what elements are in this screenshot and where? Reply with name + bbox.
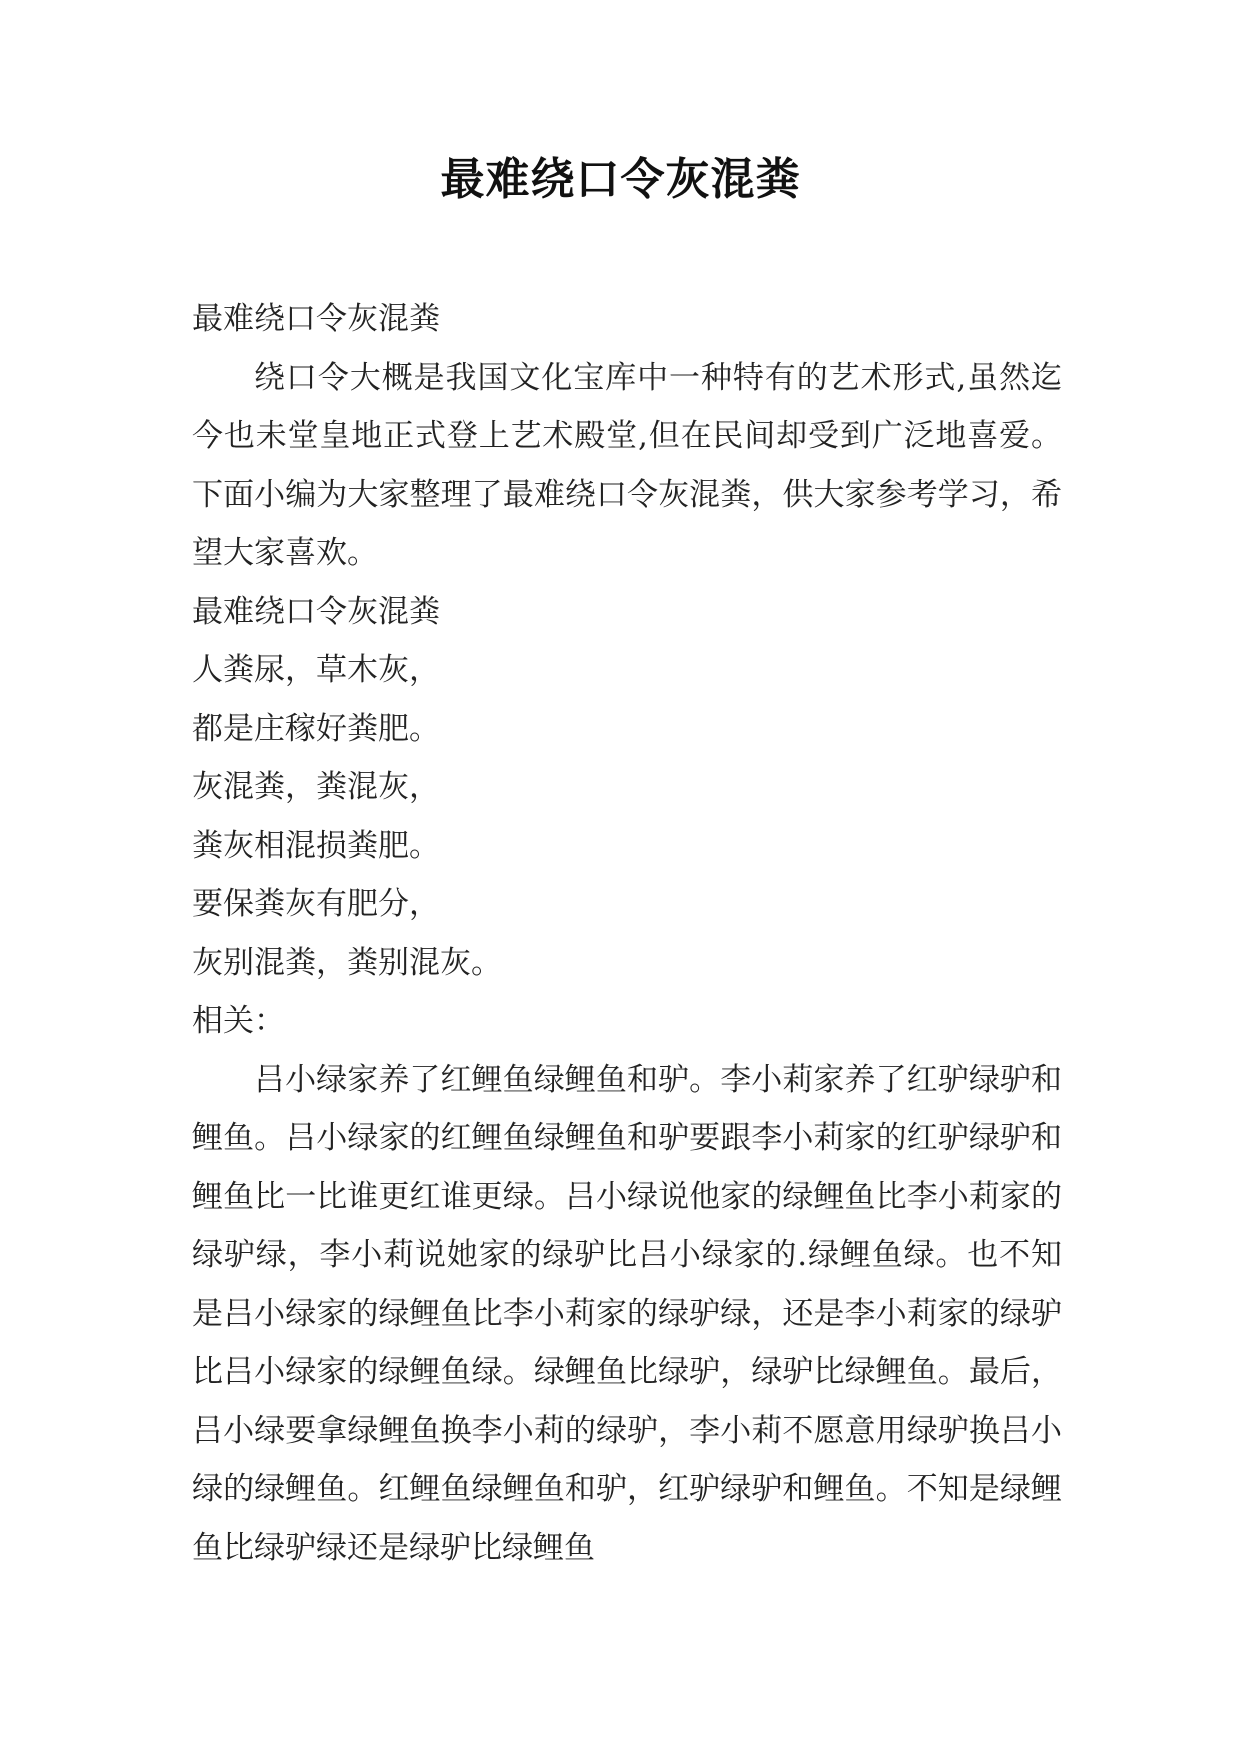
- poem-line: 灰混粪，粪混灰，: [192, 769, 440, 805]
- related-paragraph: 吕小绿家养了红鲤鱼绿鲤鱼和驴。李小莉家养了红驴绿驴和鲤鱼。吕小绿家的红鲤鱼绿鲤鱼和驴要跟李小莉家的红驴绿驴和鲤鱼比一比谁更红谁更绿。吕小绿说他家的绿鲤鱼比李小莉家的绿驴绿，李小莉说她家的绿驴比吕小绿家的.绿鲤鱼绿。也不知是吕小绿家的绿鲤鱼比李小莉家的绿驴绿，还是李小莉家的绿驴比吕小绿家的绿鲤鱼绿。绿鲤鱼比绿驴，绿驴比绿鲤鱼。最后，吕小绿要拿绿鲤鱼换李小莉的绿驴，李小莉不愿意用绿驴换吕小绿的绿鲤鱼。红鲤鱼绿鲤鱼和驴，红驴绿驴和鲤鱼。不知是绿鲤鱼比绿驴绿还是绿驴比绿鲤鱼: [192, 1061, 1062, 1566]
- subtitle-line: 最难绕口令灰混粪: [192, 301, 440, 337]
- related-label: 相关：: [192, 1003, 285, 1039]
- poem-line: 人粪尿，草木灰，: [192, 652, 440, 688]
- poem-line: 要保粪灰有肥分，: [192, 886, 440, 922]
- intro-paragraph: 绕口令大概是我国文化宝库中一种特有的艺术形式,虽然迄今也未堂皇地正式登上艺术殿堂,但在民间却受到广泛地喜爱。下面小编为大家整理了最难绕口令灰混粪，供大家参考学习，希望大家喜欢。: [192, 359, 1062, 571]
- poem-line: 都是庄稼好粪肥。: [192, 710, 440, 747]
- poem-title: 最难绕口令灰混粪: [192, 593, 440, 630]
- document-body: [192, 290, 1062, 1577]
- document-title: 最难绕口令灰混粪: [440, 154, 801, 205]
- poem-line: 粪灰相混损粪肥。: [192, 827, 440, 864]
- poem-line: 灰别混粪，粪别混灰。: [192, 944, 502, 981]
